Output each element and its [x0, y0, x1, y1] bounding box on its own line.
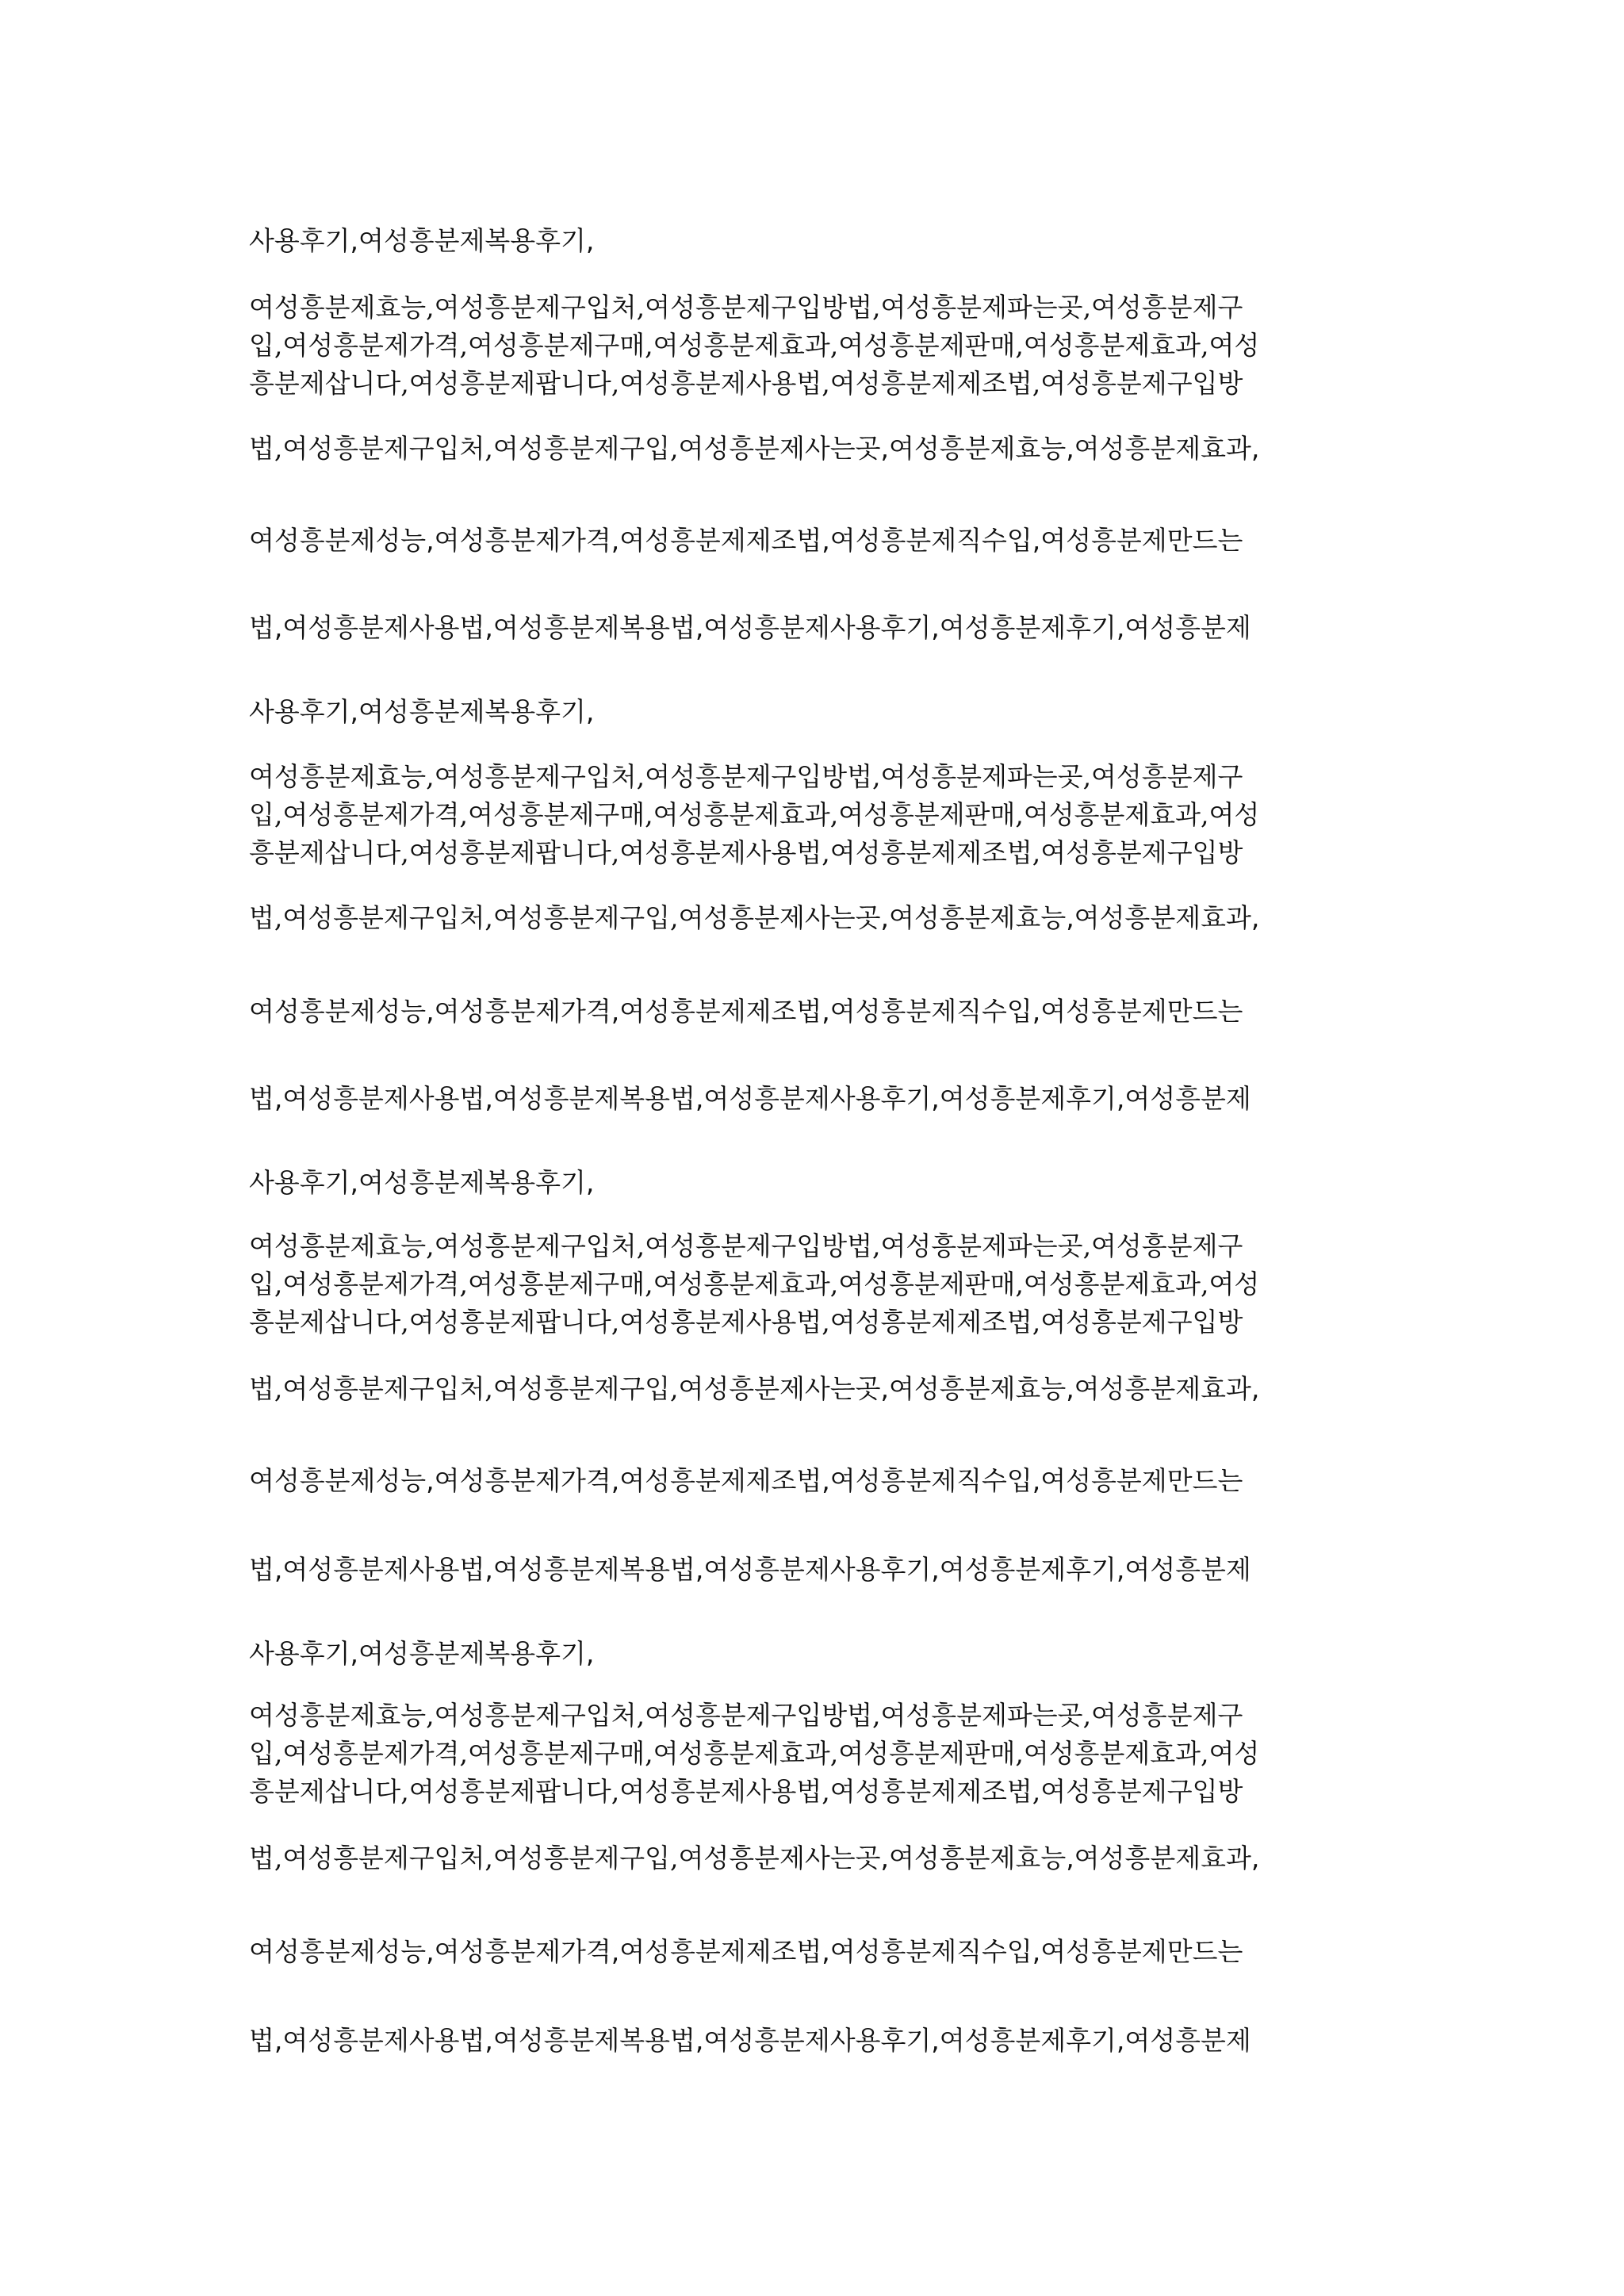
text-segment: 여성흥분제사는곳,여성흥분제효능,여성흥분제효과, — [678, 433, 1260, 464]
text-line — [249, 897, 1259, 935]
text-line: 입,여성흥분제가격,여성흥분제구매,여성흥분제효과,여성흥분제판매,여성흥분제효과,여성 — [249, 330, 1260, 361]
text-line: 여성흥분제효능,여성흥분제구입처,여성흥분제구입방법,여성흥분제파는곳,여성흥분제구 — [249, 761, 1243, 792]
text-line: 여성흥분제성능,여성흥분제가격,여성흥분제제조법,여성흥분제직수입,여성흥분제만드는 — [249, 1936, 1243, 1967]
text-segment: 여성흥분제사는곳,여성흥분제효능,여성흥분제효과, — [678, 902, 1260, 933]
text-line: 입,여성흥분제가격,여성흥분제구매,여성흥분제효과,여성흥분제판매,여성흥분제효과,여성 — [249, 1738, 1260, 1769]
text-line: 여성흥분제효능,여성흥분제구입처,여성흥분제구입방법,여성흥분제파는곳,여성흥분제구 — [249, 1230, 1243, 1261]
text-line: 여성흥분제효능,여성흥분제구입처,여성흥분제구입방법,여성흥분제파는곳,여성흥분제구 — [249, 292, 1243, 323]
text-line: 흥분제삽니다,여성흥분제팝니다,여성흥분제사용법,여성흥분제제조법,여성흥분제구입방 — [249, 1307, 1243, 1337]
text-segment: 법,여성흥분제구입처,여성흥분제구입, — [249, 433, 679, 464]
text-line — [249, 428, 1259, 465]
text-line: 흥분제삽니다,여성흥분제팝니다,여성흥분제사용법,여성흥분제제조법,여성흥분제구입방 — [249, 368, 1243, 399]
text-line: 입,여성흥분제가격,여성흥분제구매,여성흥분제효과,여성흥분제판매,여성흥분제효과,여성 — [249, 799, 1260, 830]
text-line: 여성흥분제효능,여성흥분제구입처,여성흥분제구입방법,여성흥분제파는곳,여성흥분제구 — [249, 1700, 1243, 1731]
text-line: 사용후기,여성흥분제복용후기, — [249, 1167, 595, 1198]
text-line: 여성흥분제성능,여성흥분제가격,여성흥분제제조법,여성흥분제직수입,여성흥분제만드는 — [249, 1465, 1243, 1496]
text-segment: 여성흥분제사는곳,여성흥분제효능,여성흥분제효과, — [678, 1843, 1260, 1873]
text-line — [249, 1368, 1259, 1406]
text-segment: 법,여성흥분제구입처,여성흥분제구입, — [249, 1373, 679, 1404]
text-line: 입,여성흥분제가격,여성흥분제구매,여성흥분제효과,여성흥분제판매,여성흥분제효과,여성 — [249, 1269, 1260, 1299]
text-line: 법,여성흥분제사용법,여성흥분제복용법,여성흥분제사용후기,여성흥분제후기,여성흥분제 — [249, 1083, 1251, 1114]
text-line: 흥분제삽니다,여성흥분제팝니다,여성흥분제사용법,여성흥분제제조법,여성흥분제구입방 — [249, 1776, 1243, 1807]
text-line: 여성흥분제성능,여성흥분제가격,여성흥분제제조법,여성흥분제직수입,여성흥분제만드는 — [249, 525, 1243, 556]
text-line: 흥분제삽니다,여성흥분제팝니다,여성흥분제사용법,여성흥분제제조법,여성흥분제구입방 — [249, 837, 1243, 868]
text-line: 사용후기,여성흥분제복용후기, — [249, 1638, 595, 1669]
text-line — [249, 1838, 1259, 1875]
text-line: 법,여성흥분제사용법,여성흥분제복용법,여성흥분제사용후기,여성흥분제후기,여성흥분제 — [249, 2025, 1251, 2056]
document-body — [249, 0, 1391, 2296]
text-line: 사용후기,여성흥분제복용후기, — [249, 696, 595, 727]
text-line: 사용후기,여성흥분제복용후기, — [249, 225, 595, 256]
text-segment: 법,여성흥분제구입처,여성흥분제구입, — [249, 902, 679, 933]
text-line: 여성흥분제성능,여성흥분제가격,여성흥분제제조법,여성흥분제직수입,여성흥분제만드는 — [249, 996, 1243, 1027]
text-line: 법,여성흥분제사용법,여성흥분제복용법,여성흥분제사용후기,여성흥분제후기,여성흥분제 — [249, 1554, 1251, 1585]
text-segment: 법,여성흥분제구입처,여성흥분제구입, — [249, 1843, 679, 1873]
text-line: 법,여성흥분제사용법,여성흥분제복용법,여성흥분제사용후기,여성흥분제후기,여성흥분제 — [249, 612, 1251, 643]
text-segment: 여성흥분제사는곳,여성흥분제효능,여성흥분제효과, — [678, 1373, 1260, 1404]
